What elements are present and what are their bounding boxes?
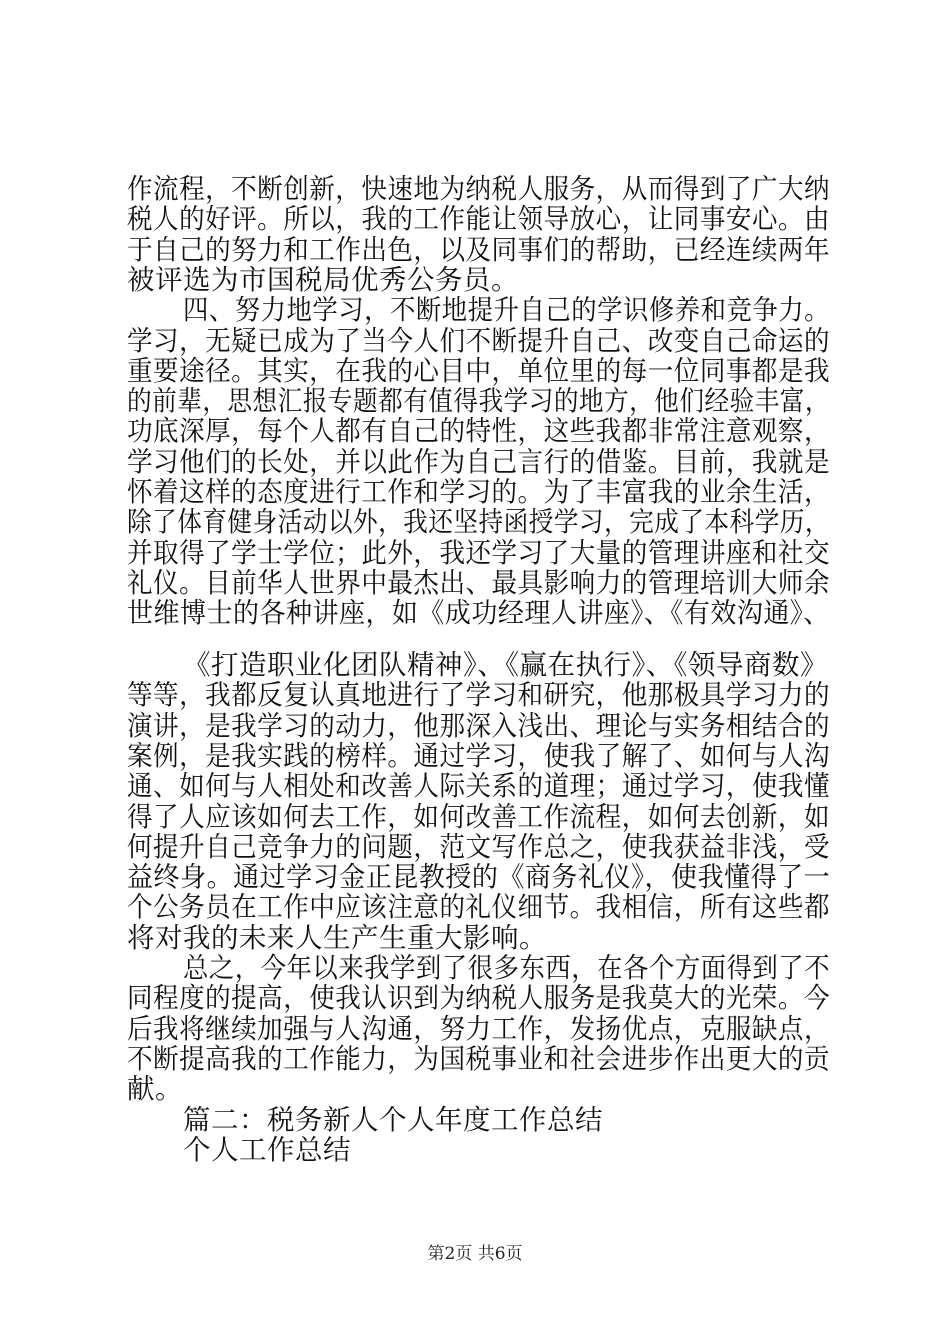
paragraph-line: 《打造职业化团队精神》、《赢在执行》、《领导商数》 bbox=[183, 649, 828, 681]
paragraph-line: 总之，今年以来我学到了很多东西，在各个方面得到了不 bbox=[183, 952, 831, 984]
section-title: 篇二：税务新人个人年度工作总结 bbox=[183, 1104, 603, 1136]
paragraph-line: 的前辈，思想汇报专题都有值得我学习的地方，他们经验丰富， bbox=[127, 385, 831, 417]
paragraph-line: 通、如何与人相处和改善人际关系的道理；通过学习，使我懂 bbox=[127, 770, 831, 802]
paragraph-line: 世维博士的各种讲座，如《成功经理人讲座》、《有效沟通》、 bbox=[127, 597, 830, 629]
paragraph-line: 后我将继续加强与人沟通，努力工作，发扬优点，克服缺点， bbox=[127, 1013, 831, 1045]
section-heading: 四、努力地学习，不断地提升自己的学识修养和竞争力。 bbox=[183, 294, 831, 326]
paragraph-line: 怀着这样的态度进行工作和学习的。为了丰富我的业余生活， bbox=[127, 476, 831, 508]
paragraph-line: 除了体育健身活动以外，我还坚持函授学习，完成了本科学历， bbox=[127, 506, 831, 538]
subsection-title: 个人工作总结 bbox=[183, 1134, 351, 1166]
paragraph-line: 学习，无疑已成为了当今人们不断提升自己、改变自己命运的 bbox=[127, 325, 831, 357]
paragraph-line: 重要途径。其实，在我的心目中，单位里的每一位同事都是我 bbox=[127, 355, 831, 387]
paragraph-line: 被评选为市国税局优秀公务员。 bbox=[127, 264, 519, 296]
paragraph-line: 案例，是我实践的榜样。通过学习，使我了解了、如何与人沟 bbox=[127, 740, 831, 772]
paragraph-line: 同程度的提高，使我认识到为纳税人服务是我莫大的光荣。今 bbox=[127, 982, 831, 1014]
paragraph-line: 演讲，是我学习的动力，他那深入浅出、理论与实务相结合的 bbox=[127, 710, 831, 742]
paragraph-line: 将对我的未来人生产生重大影响。 bbox=[127, 922, 547, 954]
paragraph-line: 于自己的努力和工作出色，以及同事们的帮助，已经连续两年 bbox=[127, 234, 831, 266]
paragraph-line: 作流程，不断创新，快速地为纳税人服务，从而得到了广大纳 bbox=[127, 173, 831, 205]
paragraph-line: 不断提高我的工作能力，为国税事业和社会进步作出更大的贡 bbox=[127, 1043, 831, 1075]
paragraph-line: 何提升自己竞争力的问题，范文写作总之，使我获益非浅，受 bbox=[127, 831, 831, 863]
paragraph-line: 功底深厚，每个人都有自己的特性，这些我都非常注意观察， bbox=[127, 415, 831, 447]
paragraph-line: 个公务员在工作中应该注意的礼仪细节。我相信，所有这些都 bbox=[127, 891, 831, 923]
paragraph-line: 礼仪。目前华人世界中最杰出、最具影响力的管理培训大师余 bbox=[127, 567, 831, 599]
page-number-footer: 第2页 共6页 bbox=[427, 1244, 523, 1264]
paragraph-line: 学习他们的长处，并以此作为自己言行的借鉴。目前，我就是 bbox=[127, 446, 831, 478]
paragraph-line: 并取得了学士学位；此外，我还学习了大量的管理讲座和社交 bbox=[127, 537, 831, 569]
paragraph-line: 税人的好评。所以，我的工作能让领导放心，让同事安心。由 bbox=[127, 203, 831, 235]
paragraph-line: 献。 bbox=[127, 1073, 183, 1105]
paragraph-line: 得了人应该如何去工作，如何改善工作流程，如何去创新，如 bbox=[127, 801, 831, 833]
paragraph-line: 等等，我都反复认真地进行了学习和研究，他那极具学习力的 bbox=[127, 679, 831, 711]
paragraph-line: 益终身。通过学习金正昆教授的《商务礼仪》，使我懂得了一 bbox=[127, 861, 831, 893]
